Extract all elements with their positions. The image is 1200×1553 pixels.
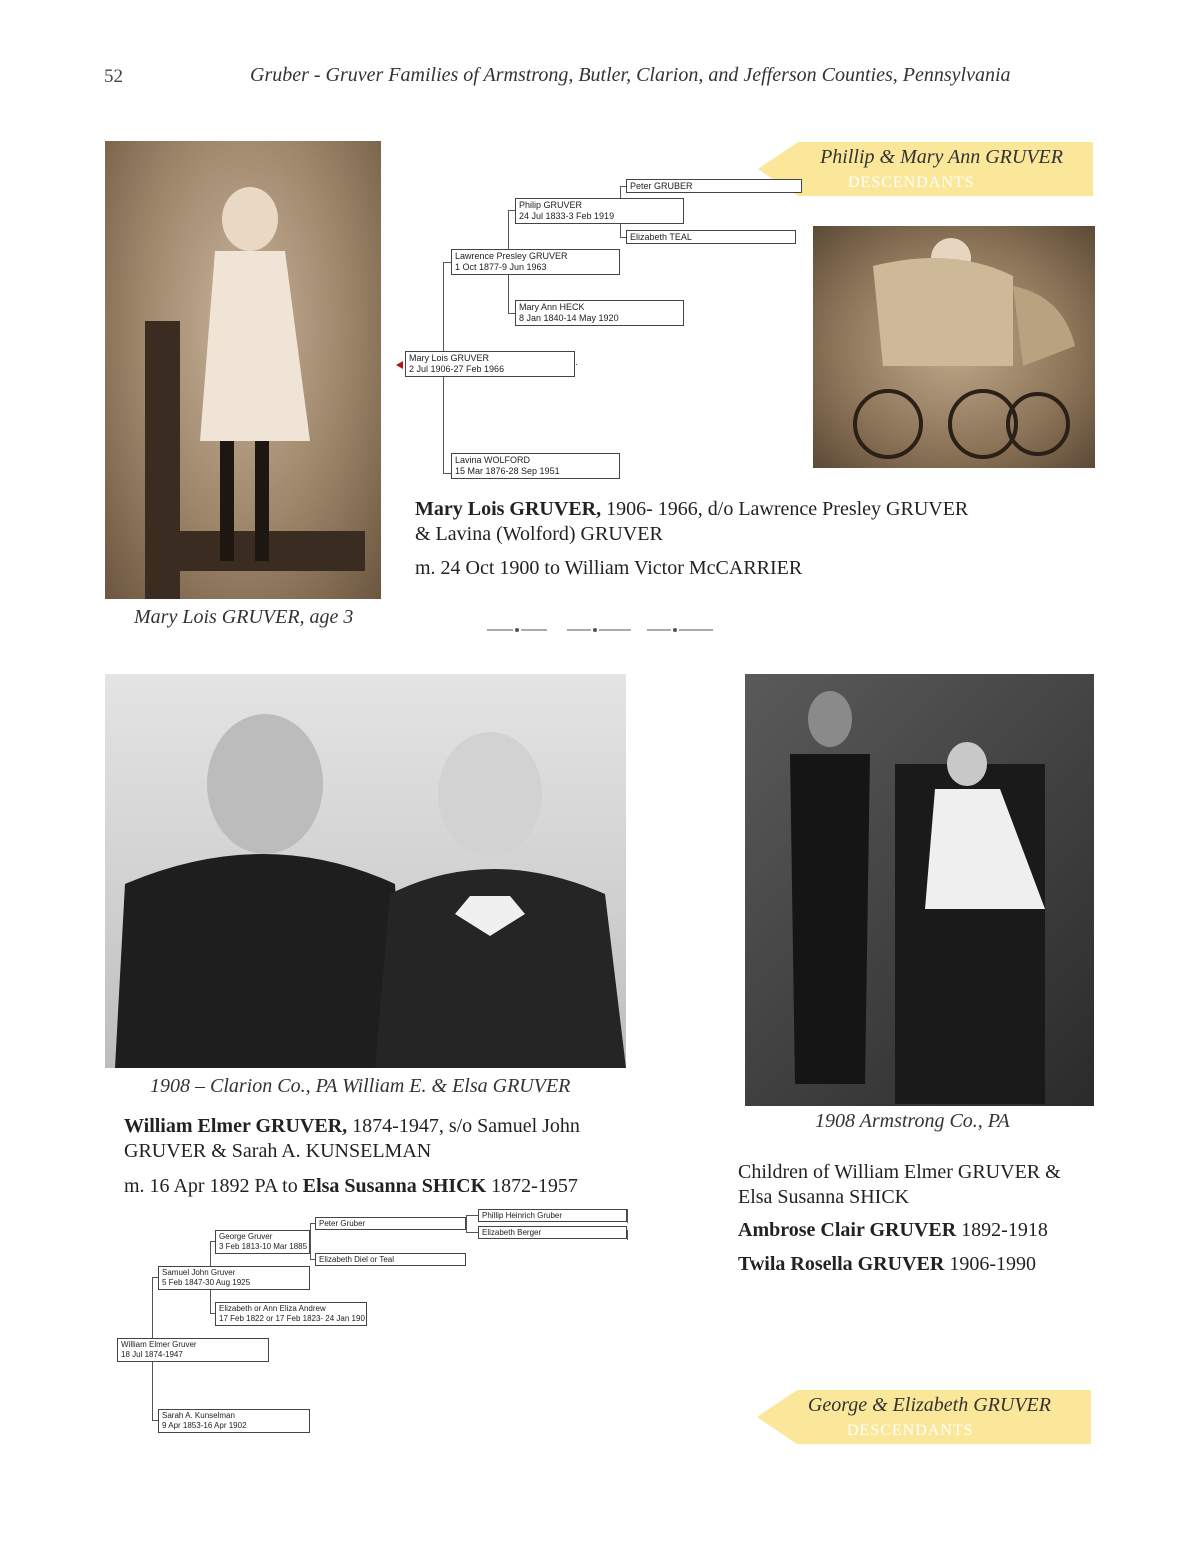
photo-william-elsa-figures [105,674,626,1068]
child-ambrose [738,1218,1158,1243]
ped-mary-ann-heck [515,300,684,326]
child-ambrose-dates: 1892-1918 [956,1219,1048,1241]
ped-sarah-dates: 9 Apr 1853-16 Apr 1902 [162,1421,247,1430]
william-name: William Elmer GRUVER, [124,1115,348,1137]
pedigree-arrow-icon [394,360,404,370]
ped-elizabeth-diel: Elizabeth Diel or Teal [315,1253,466,1266]
william-marriage-prefix: m. 16 Apr 1892 PA to [124,1175,303,1197]
child-ambrose-name: Ambrose Clair GRUVER [738,1219,957,1241]
banner-title: Phillip & Mary Ann GRUVER [820,146,1063,168]
children-intro [738,1160,1158,1210]
ped-mary-lois-gruver [405,351,575,377]
william-spouse-name: Elsa Susanna SHICK [302,1175,487,1197]
ped-lavina-dates: 15 Mar 1876-28 Sep 1951 [455,466,560,476]
ped-elizabeth-berger: Elizabeth Berger [478,1226,627,1239]
banner-phillip-mary-ann [758,142,1093,196]
ped-william-gruver [117,1338,269,1362]
ped-samuel-dates: 5 Feb 1847-30 Aug 1925 [162,1278,251,1287]
ornament-divider [487,623,713,637]
ped-mary-lois-name: Mary Lois GRUVER [409,353,490,363]
photo-mary-lois-child [105,141,381,599]
mary-lois-description [415,497,1035,547]
ped-lawrence-name: Lawrence Presley GRUVER [455,251,568,261]
ped-samuel-gruver [158,1266,310,1290]
ped-phillip-heinrich: Phillip Heinrich Gruber [478,1209,627,1222]
page-number: 52 [104,66,123,87]
william-parents-line2: GRUVER & Sarah A. KUNSELMAN [124,1140,432,1162]
child-twila [738,1252,1158,1277]
ped-george-dates: 3 Feb 1813-10 Mar 1885 [219,1242,308,1251]
photo-baby-pram-figure [813,226,1095,468]
ped-george-gruver [215,1230,310,1254]
william-marriage [124,1174,684,1199]
mary-lois-marriage: m. 24 Oct 1900 to William Victor McCARRIER [415,557,803,579]
ped-philip-name: Philip GRUVER [519,200,583,210]
ped-peter-gruber: Peter GRUBER [626,179,802,193]
ped-elizabeth-teal: Elizabeth TEAL [626,230,796,244]
ped-mary-ann-dates: 8 Jan 1840-14 May 1920 [519,313,619,323]
ped-lawrence-dates: 1 Oct 1877-9 Jun 1963 [455,262,547,272]
william-spouse-dates: 1872-1957 [486,1175,578,1197]
banner-george-elizabeth [757,1390,1091,1444]
child-twila-dates: 1906-1990 [944,1253,1036,1275]
ped-peter-gruber-2: Peter Gruber [315,1217,466,1230]
ped-william-name: William Elmer Gruver [121,1340,197,1349]
ped-lawrence-gruver [451,249,620,275]
ped-william-dates: 18 Jul 1874-1947 [121,1350,183,1359]
caption-children: 1908 Armstrong Co., PA [815,1110,1010,1132]
ped-sarah-kunselman [158,1409,310,1433]
ped-eliza-name: Elizabeth or Ann Eliza Andrew [219,1304,326,1313]
running-title: Gruber - Gruver Families of Armstrong, Butler, Clarion, and Jefferson Counties, Pennsylvania [250,64,1011,86]
ped-eliza-andrew [215,1302,367,1326]
mary-lois-parents-line1: 1906- 1966, d/o Lawrence Presley GRUVER [601,498,969,520]
child-twila-name: Twila Rosella GRUVER [738,1253,945,1275]
banner-subtitle-bottom: DESCENDANTS [847,1422,974,1439]
ped-philip-gruver [515,198,684,224]
photo-baby-pram [813,226,1095,468]
ped-philip-dates: 24 Jul 1833-3 Feb 1919 [519,211,615,221]
william-parents-line1: 1874-1947, s/o Samuel John [347,1115,580,1137]
ped-sarah-name: Sarah A. Kunselman [162,1411,235,1420]
ped-eliza-dates: 17 Feb 1822 or 17 Feb 1823- 24 Jan 190 [219,1314,365,1323]
banner-title-bottom: George & Elizabeth GRUVER [807,1394,1051,1416]
photo-mary-lois-child-figure [105,141,381,599]
ped-george-name: George Gruver [219,1232,273,1241]
children-intro-line2: Elsa Susanna SHICK [738,1186,910,1208]
ped-lavina-name: Lavina WOLFORD [455,455,531,465]
photo-children-figures [745,674,1094,1106]
caption-mary-lois: Mary Lois GRUVER, age 3 [134,606,354,628]
banner-subtitle: DESCENDANTS [848,174,975,191]
photo-children [745,674,1094,1106]
photo-william-elsa [105,674,626,1068]
caption-couple: 1908 – Clarion Co., PA William E. & Elsa GRUVER [150,1075,571,1097]
mary-lois-name: Mary Lois GRUVER, [415,498,602,520]
ped-mary-ann-name: Mary Ann HECK [519,302,585,312]
mary-lois-parents-line2: & Lavina (Wolford) GRUVER [415,523,663,545]
ped-mary-lois-dates: 2 Jul 1906-27 Feb 1966 [409,364,505,374]
children-intro-line1: Children of William Elmer GRUVER & [738,1161,1061,1183]
william-description [124,1114,684,1164]
ped-samuel-name: Samuel John Gruver [162,1268,236,1277]
ped-lavina-wolford [451,453,620,479]
